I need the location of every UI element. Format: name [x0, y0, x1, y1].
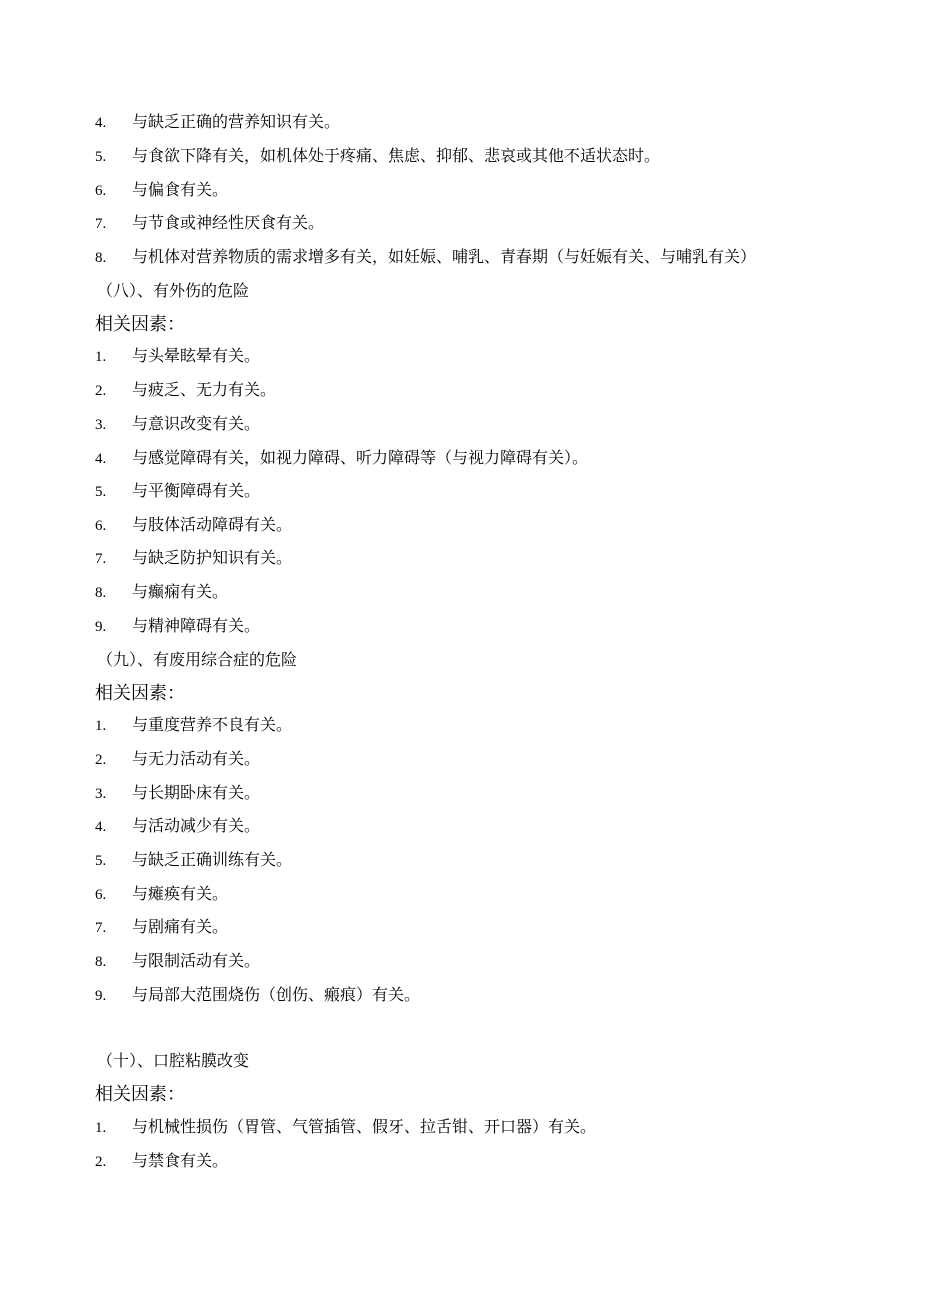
- related-factors-label: 相关因素：: [95, 683, 185, 704]
- item-number: 4.: [95, 115, 107, 131]
- list-item: [95, 515, 292, 536]
- list-item: [95, 783, 260, 804]
- item-text: 与缺乏防护知识有关。: [132, 548, 293, 567]
- item-text: 与感觉障碍有关，如视力障碍、听力障碍等（与视力障碍有关）。: [132, 448, 589, 467]
- item-number: 9.: [95, 619, 107, 635]
- item-text: 与机械性损伤（胃管、气管插管、假牙、拉舌钳、开口器）有关。: [132, 1117, 597, 1136]
- item-number: 7.: [95, 551, 107, 567]
- item-number: 8.: [95, 954, 107, 970]
- item-text: 与偏食有关。: [132, 180, 229, 199]
- item-number: 3.: [95, 417, 107, 433]
- item-text: 与限制活动有关。: [132, 951, 261, 970]
- item-number: 2.: [95, 752, 107, 768]
- item-text: 与节食或神经性厌食有关。: [132, 213, 325, 232]
- list-item: [95, 850, 292, 871]
- item-number: 1.: [95, 718, 107, 734]
- list-item: [95, 1151, 228, 1172]
- list-item: [95, 616, 260, 637]
- list-item: [95, 380, 276, 401]
- item-number: 2.: [95, 1154, 107, 1170]
- item-text: 与缺乏正确训练有关。: [132, 850, 293, 869]
- list-item: [95, 1117, 596, 1138]
- list-item: [95, 247, 756, 268]
- list-item: [95, 180, 228, 201]
- section-heading: （九）、有废用综合症的危险: [97, 650, 298, 669]
- list-item: [95, 917, 228, 938]
- item-text: 与头晕眩晕有关。: [132, 346, 261, 365]
- item-number: 4.: [95, 819, 107, 835]
- item-text: 与重度营养不良有关。: [132, 715, 293, 734]
- item-number: 6.: [95, 183, 107, 199]
- item-text: 与局部大范围烧伤（创伤、瘢痕）有关。: [132, 985, 421, 1004]
- item-number: 3.: [95, 786, 107, 802]
- item-number: 5.: [95, 149, 107, 165]
- item-number: 1.: [95, 349, 107, 365]
- item-text: 与长期卧床有关。: [132, 783, 261, 802]
- item-text: 与剧痛有关。: [132, 917, 229, 936]
- list-item: [95, 481, 260, 502]
- item-number: 6.: [95, 887, 107, 903]
- list-item: [95, 414, 260, 435]
- list-item: [95, 884, 228, 905]
- list-item: [95, 985, 420, 1006]
- item-number: 8.: [95, 250, 107, 266]
- list-item: [95, 448, 588, 469]
- list-item: [95, 715, 292, 736]
- item-number: 7.: [95, 216, 107, 232]
- item-number: 7.: [95, 920, 107, 936]
- item-number: 2.: [95, 383, 107, 399]
- item-number: 4.: [95, 451, 107, 467]
- item-text: 与癫痫有关。: [132, 582, 229, 601]
- item-text: 与肢体活动障碍有关。: [132, 515, 293, 534]
- list-item: [95, 346, 260, 367]
- related-factors-label: 相关因素：: [95, 1084, 185, 1105]
- list-item: [95, 951, 260, 972]
- item-number: 1.: [95, 1120, 107, 1136]
- item-number: 5.: [95, 853, 107, 869]
- item-text: 与平衡障碍有关。: [132, 481, 261, 500]
- item-number: 8.: [95, 585, 107, 601]
- list-item: [95, 146, 660, 167]
- item-text: 与无力活动有关。: [132, 749, 261, 768]
- item-number: 5.: [95, 484, 107, 500]
- item-text: 与精神障碍有关。: [132, 616, 261, 635]
- item-text: 与禁食有关。: [132, 1151, 229, 1170]
- section-heading: （八）、有外伤的危险: [97, 281, 250, 300]
- list-item: [95, 749, 260, 770]
- item-text: 与食欲下降有关，如机体处于疼痛、焦虑、抑郁、悲哀或其他不适状态时。: [132, 146, 661, 165]
- related-factors-label: 相关因素：: [95, 314, 185, 335]
- list-item: [95, 582, 228, 603]
- item-text: 与疲乏、无力有关。: [132, 380, 277, 399]
- item-text: 与机体对营养物质的需求增多有关，如妊娠、哺乳、青春期（与妊娠有关、与哺乳有关）: [132, 247, 757, 266]
- item-number: 6.: [95, 518, 107, 534]
- item-text: 与瘫痪有关。: [132, 884, 229, 903]
- item-text: 与缺乏正确的营养知识有关。: [132, 112, 341, 131]
- section-heading: （十）、口腔粘膜改变: [97, 1051, 250, 1070]
- list-item: [95, 816, 260, 837]
- list-item: [95, 112, 340, 133]
- item-number: 9.: [95, 988, 107, 1004]
- item-text: 与意识改变有关。: [132, 414, 261, 433]
- item-text: 与活动减少有关。: [132, 816, 261, 835]
- list-item: [95, 548, 292, 569]
- list-item: [95, 213, 324, 234]
